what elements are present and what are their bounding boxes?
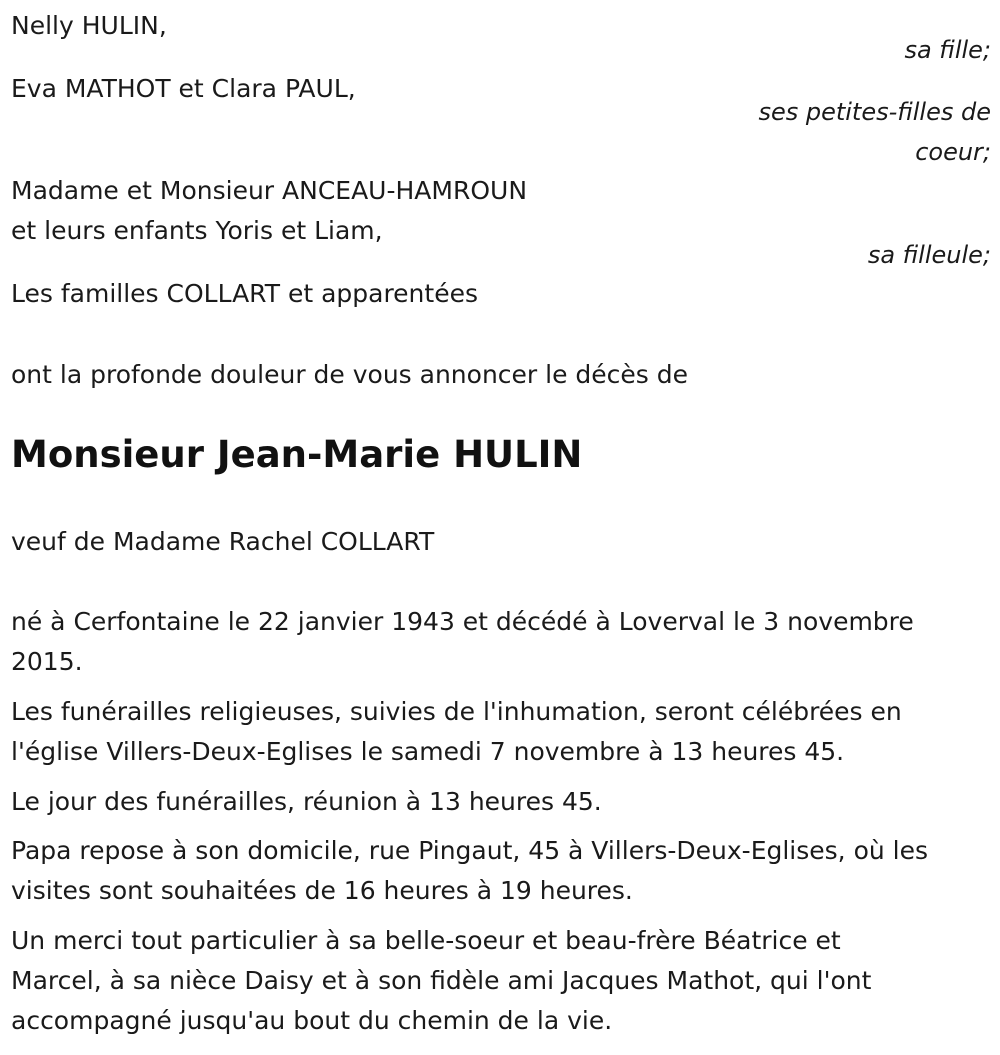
family-goddaughter-names-line1: Madame et Monsieur ANCEAU-HAMROUN [11,176,528,205]
family-goddaughter-names-line2: et leurs enfants Yoris et Liam, [11,216,383,245]
announcement-text: ont la profonde douleur de vous annoncer le décès de [11,360,689,389]
birth-death-line2: 2015. [11,647,83,676]
thanks-line1: Un merci tout particulier à sa belle-soeur et beau-frère Béatrice et [11,926,841,955]
meeting-info: Le jour des funérailles, réunion à 13 heures 45. [11,787,602,816]
family-daughter-relation: sa fille; [904,36,991,64]
funeral-line1: Les funérailles religieuses, suivies de l'inhumation, seront célébrées en [11,697,902,726]
family-goddaughter-relation: sa filleule; [867,241,991,269]
family-daughter-name: Nelly HULIN, [11,11,167,40]
family-granddaughters-relation-line2: coeur; [915,138,991,166]
family-related-families: Les familles COLLART et apparentées [11,279,478,308]
widower-of: veuf de Madame Rachel COLLART [11,527,435,556]
deceased-name: Monsieur Jean-Marie HULIN [11,433,583,476]
birth-death-line1: né à Cerfontaine le 22 janvier 1943 et décédé à Loverval le 3 novembre [11,607,914,636]
thanks-line3: accompagné jusqu'au bout du chemin de la vie. [11,1006,613,1035]
family-granddaughters-names: Eva MATHOT et Clara PAUL, [11,74,356,103]
family-granddaughters-relation-line1: ses petites-filles de [758,98,991,126]
obituary-notice [11,0,991,1055]
visitation-line1: Papa repose à son domicile, rue Pingaut, 45 à Villers-Deux-Eglises, où les [11,836,929,865]
thanks-line2: Marcel, à sa nièce Daisy et à son fidèle ami Jacques Mathot, qui l'ont [11,966,872,995]
funeral-line2: l'église Villers-Deux-Eglises le samedi 7 novembre à 13 heures 45. [11,737,845,766]
visitation-line2: visites sont souhaitées de 16 heures à 19 heures. [11,876,633,905]
